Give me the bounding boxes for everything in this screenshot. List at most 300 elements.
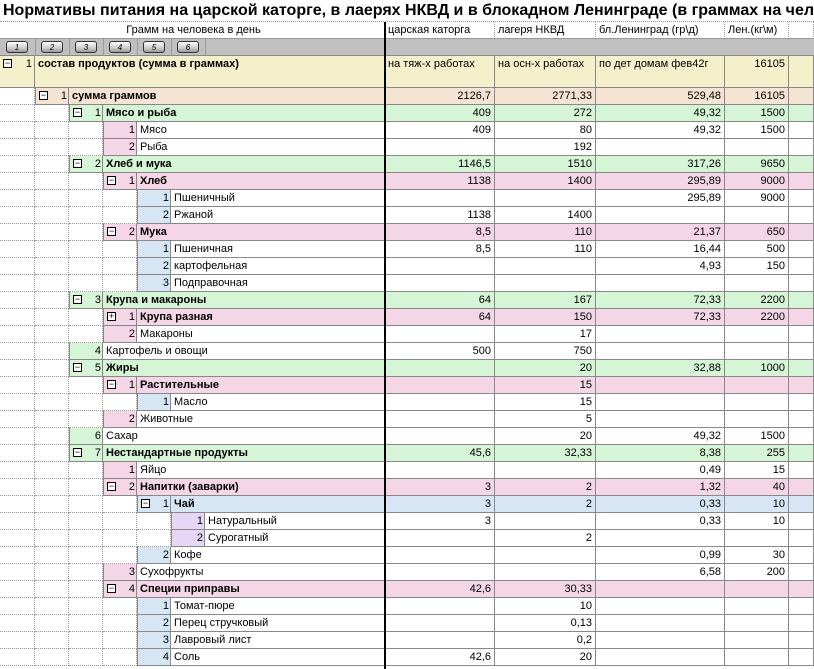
value-cell[interactable]: 9650 xyxy=(725,156,789,173)
value-cell[interactable]: 2200 xyxy=(725,292,789,309)
row-label: Рыба xyxy=(137,139,385,156)
row-index-cell xyxy=(137,615,171,632)
empty-grid-cell xyxy=(69,598,103,615)
empty-grid-cell xyxy=(69,513,103,530)
value-cell[interactable]: 15 xyxy=(495,394,596,411)
table-row xyxy=(0,326,814,343)
value-cell[interactable] xyxy=(789,530,814,547)
collapse-icon[interactable]: − xyxy=(108,175,115,185)
row-index: 1 xyxy=(162,243,169,255)
value-cell[interactable]: 16,44 xyxy=(596,241,725,258)
empty-grid-cell xyxy=(35,377,69,394)
value-cell[interactable]: 6,58 xyxy=(596,564,725,581)
value-cell[interactable] xyxy=(789,445,814,462)
value-cell[interactable] xyxy=(789,513,814,530)
row-index: 2 xyxy=(128,413,135,425)
table-row xyxy=(0,173,814,190)
value-cell[interactable] xyxy=(385,547,495,564)
collapse-icon[interactable]: − xyxy=(74,158,81,168)
empty-grid-cell xyxy=(35,173,69,190)
table-row xyxy=(0,224,814,241)
value-cell[interactable] xyxy=(789,462,814,479)
outline-level-button-1[interactable]: 1 xyxy=(6,41,28,53)
value-cell[interactable]: 64 xyxy=(385,292,495,309)
row-index: 1 xyxy=(162,192,169,204)
row-index: 1 xyxy=(128,464,135,476)
value-cell[interactable]: 30 xyxy=(725,547,789,564)
value-cell[interactable]: 40 xyxy=(725,479,789,496)
value-cell[interactable]: 2771,33 xyxy=(495,88,596,105)
value-cell[interactable]: 9000 xyxy=(725,173,789,190)
value-cell[interactable] xyxy=(596,411,725,428)
row-label: сумма граммов xyxy=(69,88,385,105)
value-cell[interactable] xyxy=(789,377,814,394)
value-cell[interactable]: 750 xyxy=(495,343,596,360)
empty-grid-cell xyxy=(69,241,103,258)
value-cell[interactable] xyxy=(596,598,725,615)
empty-grid-cell xyxy=(0,598,35,615)
value-cell[interactable]: 8,5 xyxy=(385,241,495,258)
row-index: 1 xyxy=(162,498,169,510)
value-cell[interactable]: 1138 xyxy=(385,207,495,224)
empty-grid-cell xyxy=(0,394,35,411)
row-label: Мясо xyxy=(137,122,385,139)
empty-grid-cell xyxy=(35,258,69,275)
empty-grid-cell xyxy=(69,411,103,428)
value-cell[interactable] xyxy=(789,224,814,241)
empty-grid-cell xyxy=(103,547,137,564)
collapse-icon[interactable]: − xyxy=(108,226,115,236)
value-cell[interactable]: 0,13 xyxy=(495,615,596,632)
value-cell[interactable] xyxy=(789,105,814,122)
row-index-cell xyxy=(103,309,137,326)
value-cell[interactable] xyxy=(725,649,789,666)
value-cell[interactable] xyxy=(725,207,789,224)
value-cell[interactable]: 1400 xyxy=(495,207,596,224)
value-cell[interactable]: 20 xyxy=(495,649,596,666)
collapse-icon[interactable]: − xyxy=(40,90,47,100)
empty-grid-cell xyxy=(0,88,35,105)
row-index-cell xyxy=(69,445,103,462)
value-cell[interactable] xyxy=(789,190,814,207)
row-label: Чай xyxy=(171,496,385,513)
value-cell[interactable] xyxy=(596,139,725,156)
collapse-icon[interactable]: − xyxy=(108,481,115,491)
row-index-cell xyxy=(103,564,137,581)
value-cell[interactable] xyxy=(596,615,725,632)
value-cell[interactable] xyxy=(596,394,725,411)
outline-separator xyxy=(205,39,206,56)
value-cell[interactable] xyxy=(385,275,495,292)
value-cell[interactable] xyxy=(596,326,725,343)
empty-grid-cell xyxy=(103,258,137,275)
row-label: Мясо и рыба xyxy=(103,105,385,122)
table-row xyxy=(0,190,814,207)
collapse-icon[interactable]: − xyxy=(142,498,149,508)
value-cell[interactable] xyxy=(789,258,814,275)
row-label: Крупа и макароны xyxy=(103,292,385,309)
value-cell[interactable]: 2 xyxy=(495,530,596,547)
value-cell[interactable]: 295,89 xyxy=(596,173,725,190)
outline-level-button-2[interactable]: 2 xyxy=(41,41,63,53)
empty-grid-cell xyxy=(103,275,137,292)
empty-grid-cell xyxy=(69,496,103,513)
outline-level-bar xyxy=(0,39,814,56)
value-cell[interactable] xyxy=(495,564,596,581)
table-row xyxy=(0,105,814,122)
value-cell[interactable]: 42,6 xyxy=(385,649,495,666)
value-cell[interactable]: 1000 xyxy=(725,360,789,377)
row-index: 3 xyxy=(94,294,101,306)
value-cell[interactable]: 0,2 xyxy=(495,632,596,649)
value-cell[interactable] xyxy=(495,462,596,479)
collapse-icon[interactable]: − xyxy=(74,294,81,304)
value-cell[interactable] xyxy=(495,258,596,275)
row-index-cell xyxy=(137,241,171,258)
value-cell[interactable]: 5 xyxy=(495,411,596,428)
value-cell[interactable] xyxy=(789,615,814,632)
value-cell[interactable] xyxy=(725,377,789,394)
value-cell[interactable] xyxy=(385,428,495,445)
value-cell[interactable]: 15 xyxy=(495,377,596,394)
value-cell[interactable] xyxy=(725,632,789,649)
value-cell[interactable] xyxy=(789,241,814,258)
value-cell[interactable]: 1138 xyxy=(385,173,495,190)
value-cell[interactable] xyxy=(596,530,725,547)
value-cell[interactable]: 500 xyxy=(725,241,789,258)
value-cell[interactable] xyxy=(789,292,814,309)
row-label: Томат-пюре xyxy=(171,598,385,615)
value-cell[interactable]: 20 xyxy=(495,360,596,377)
value-cell[interactable] xyxy=(385,530,495,547)
value-cell[interactable]: 272 xyxy=(495,105,596,122)
table-row xyxy=(0,394,814,411)
row-index: 2 xyxy=(128,226,135,238)
empty-grid-cell xyxy=(35,581,69,598)
value-cell[interactable]: 295,89 xyxy=(596,190,725,207)
value-cell[interactable] xyxy=(495,513,596,530)
value-cell[interactable] xyxy=(789,411,814,428)
value-cell[interactable] xyxy=(725,581,789,598)
value-cell[interactable] xyxy=(725,530,789,547)
value-cell[interactable]: 0,33 xyxy=(596,496,725,513)
value-cell[interactable] xyxy=(789,122,814,139)
value-cell[interactable] xyxy=(789,547,814,564)
value-cell[interactable] xyxy=(385,615,495,632)
value-cell[interactable]: 72,33 xyxy=(596,292,725,309)
value-cell[interactable] xyxy=(725,139,789,156)
collapse-icon[interactable]: − xyxy=(74,107,81,117)
value-cell[interactable]: 21,37 xyxy=(596,224,725,241)
row-index-cell xyxy=(69,156,103,173)
value-cell[interactable]: 49,32 xyxy=(596,428,725,445)
value-cell[interactable]: 42,6 xyxy=(385,581,495,598)
value-cell[interactable]: 10 xyxy=(725,496,789,513)
table-row xyxy=(0,292,814,309)
value-cell[interactable]: 20 xyxy=(495,428,596,445)
value-cell[interactable]: 10 xyxy=(495,598,596,615)
value-cell[interactable] xyxy=(789,309,814,326)
row-index-cell xyxy=(103,479,137,496)
value-cell[interactable]: 110 xyxy=(495,241,596,258)
row-index-cell xyxy=(103,462,137,479)
value-cell[interactable] xyxy=(789,581,814,598)
value-cell[interactable] xyxy=(596,275,725,292)
value-cell[interactable] xyxy=(789,343,814,360)
value-cell[interactable] xyxy=(596,649,725,666)
empty-grid-cell xyxy=(0,258,35,275)
empty-grid-cell xyxy=(35,394,69,411)
empty-grid-cell xyxy=(35,190,69,207)
row-index-cell xyxy=(69,360,103,377)
empty-grid-cell xyxy=(103,513,137,530)
empty-grid-cell xyxy=(69,547,103,564)
table-row xyxy=(0,343,814,360)
value-cell[interactable]: 9000 xyxy=(725,190,789,207)
value-cell[interactable]: 3 xyxy=(385,513,495,530)
row-index: 1 xyxy=(128,379,135,391)
collapse-icon[interactable]: − xyxy=(108,583,115,593)
value-cell[interactable]: 1146,5 xyxy=(385,156,495,173)
outline-level-button-4[interactable]: 4 xyxy=(109,41,131,53)
value-cell[interactable]: 72,33 xyxy=(596,309,725,326)
value-cell[interactable]: 49,32 xyxy=(596,105,725,122)
value-cell[interactable]: 255 xyxy=(725,445,789,462)
value-cell[interactable] xyxy=(385,564,495,581)
value-cell[interactable]: 150 xyxy=(725,258,789,275)
table-row xyxy=(0,258,814,275)
value-cell[interactable]: 110 xyxy=(495,224,596,241)
empty-grid-cell xyxy=(0,309,35,326)
value-cell[interactable]: 64 xyxy=(385,309,495,326)
value-cell[interactable]: 1400 xyxy=(495,173,596,190)
value-cell[interactable] xyxy=(725,411,789,428)
row-index-cell xyxy=(137,190,171,207)
row-label: Пшеничная xyxy=(171,241,385,258)
empty-grid-cell xyxy=(0,649,35,666)
label-column-header: Грамм на человека в день xyxy=(0,22,385,39)
value-cell[interactable]: 409 xyxy=(385,105,495,122)
value-cell[interactable] xyxy=(789,360,814,377)
row-index-cell xyxy=(103,122,137,139)
column-header-leningrad-kgm: Лен.(кг\м) xyxy=(725,22,789,39)
value-cell[interactable]: 80 xyxy=(495,122,596,139)
value-cell[interactable]: 500 xyxy=(385,343,495,360)
value-cell[interactable]: 16105 xyxy=(725,88,789,105)
value-cell[interactable] xyxy=(789,598,814,615)
value-cell[interactable]: 167 xyxy=(495,292,596,309)
row-index-cell xyxy=(69,292,103,309)
value-cell[interactable] xyxy=(385,377,495,394)
value-cell[interactable]: 2 xyxy=(495,496,596,513)
value-cell[interactable] xyxy=(596,581,725,598)
value-cell[interactable] xyxy=(495,275,596,292)
value-cell[interactable] xyxy=(789,326,814,343)
empty-grid-cell xyxy=(0,326,35,343)
expand-icon[interactable]: + xyxy=(108,311,115,321)
collapse-icon[interactable]: − xyxy=(74,447,81,457)
value-cell[interactable] xyxy=(385,632,495,649)
value-cell[interactable] xyxy=(596,207,725,224)
value-cell[interactable]: 529,48 xyxy=(596,88,725,105)
row-index: 4 xyxy=(94,345,101,357)
value-cell[interactable]: 317,26 xyxy=(596,156,725,173)
row-index: 2 xyxy=(162,260,169,272)
value-cell[interactable] xyxy=(385,326,495,343)
value-cell[interactable] xyxy=(789,496,814,513)
table-row xyxy=(0,598,814,615)
empty-grid-cell xyxy=(35,241,69,258)
value-cell[interactable]: 4,93 xyxy=(596,258,725,275)
value-cell[interactable] xyxy=(385,190,495,207)
value-cell[interactable] xyxy=(789,632,814,649)
value-cell[interactable]: 1,32 xyxy=(596,479,725,496)
value-cell[interactable] xyxy=(495,190,596,207)
value-cell[interactable] xyxy=(385,139,495,156)
value-cell[interactable] xyxy=(789,207,814,224)
value-cell[interactable]: 2200 xyxy=(725,309,789,326)
value-cell[interactable] xyxy=(789,394,814,411)
value-cell[interactable]: 8,38 xyxy=(596,445,725,462)
empty-grid-cell xyxy=(69,275,103,292)
empty-grid-cell xyxy=(0,513,35,530)
empty-grid-cell xyxy=(0,496,35,513)
value-cell[interactable]: 17 xyxy=(495,326,596,343)
value-cell[interactable] xyxy=(385,258,495,275)
value-cell[interactable]: 15 xyxy=(725,462,789,479)
value-cell[interactable]: 0,49 xyxy=(596,462,725,479)
value-cell[interactable]: 2 xyxy=(495,479,596,496)
row-index-cell xyxy=(137,598,171,615)
value-cell[interactable]: 49,32 xyxy=(596,122,725,139)
table-row xyxy=(0,241,814,258)
value-cell[interactable] xyxy=(385,394,495,411)
root-index-cell xyxy=(0,56,35,88)
row-label: Хлеб и мука xyxy=(103,156,385,173)
value-cell[interactable] xyxy=(385,360,495,377)
collapse-icon[interactable]: − xyxy=(4,58,11,68)
row-label: Мука xyxy=(137,224,385,241)
value-cell[interactable]: 192 xyxy=(495,139,596,156)
row-label: Кофе xyxy=(171,547,385,564)
table-row xyxy=(0,615,814,632)
row-index: 1 xyxy=(60,90,67,102)
collapse-icon[interactable]: − xyxy=(108,379,115,389)
table-row xyxy=(0,530,814,547)
row-index-cell xyxy=(103,224,137,241)
value-cell[interactable] xyxy=(789,649,814,666)
value-cell[interactable] xyxy=(789,173,814,190)
value-cell[interactable] xyxy=(725,275,789,292)
empty-grid-cell xyxy=(0,479,35,496)
collapse-icon[interactable]: − xyxy=(74,362,81,372)
empty-grid-cell xyxy=(69,394,103,411)
value-cell[interactable]: 1500 xyxy=(725,105,789,122)
value-cell[interactable]: 8,5 xyxy=(385,224,495,241)
row-index: 2 xyxy=(128,328,135,340)
value-cell[interactable] xyxy=(385,411,495,428)
value-cell[interactable]: 45,6 xyxy=(385,445,495,462)
row-index: 1 xyxy=(196,515,203,527)
row-index-cell xyxy=(137,207,171,224)
value-cell[interactable] xyxy=(725,326,789,343)
value-cell[interactable]: 1510 xyxy=(495,156,596,173)
value-cell[interactable]: 409 xyxy=(385,122,495,139)
value-cell[interactable]: 3 xyxy=(385,479,495,496)
value-cell[interactable] xyxy=(596,632,725,649)
empty-grid-cell xyxy=(35,598,69,615)
value-cell[interactable] xyxy=(596,343,725,360)
value-cell[interactable]: 3 xyxy=(385,496,495,513)
column-header-leningrad-gd: бл.Ленинград (гр\д) xyxy=(596,22,725,39)
value-cell[interactable]: 32,88 xyxy=(596,360,725,377)
empty-grid-cell xyxy=(137,513,171,530)
outline-level-button-5[interactable]: 5 xyxy=(143,41,165,53)
outline-level-button-6[interactable]: 6 xyxy=(177,41,199,53)
value-cell[interactable] xyxy=(789,88,814,105)
value-cell[interactable]: 150 xyxy=(495,309,596,326)
empty-grid-cell xyxy=(35,292,69,309)
value-cell[interactable] xyxy=(789,275,814,292)
value-cell[interactable]: 32,33 xyxy=(495,445,596,462)
empty-grid-cell xyxy=(69,190,103,207)
value-cell[interactable] xyxy=(789,428,814,445)
value-cell[interactable]: 2126,7 xyxy=(385,88,495,105)
value-cell[interactable] xyxy=(385,598,495,615)
empty-grid-cell xyxy=(35,122,69,139)
value-cell[interactable] xyxy=(789,156,814,173)
empty-grid-cell xyxy=(69,207,103,224)
empty-grid-cell xyxy=(0,275,35,292)
value-cell[interactable] xyxy=(789,564,814,581)
value-cell[interactable] xyxy=(385,462,495,479)
value-cell[interactable]: 200 xyxy=(725,564,789,581)
row-index-cell xyxy=(171,530,205,547)
value-cell[interactable] xyxy=(725,394,789,411)
row-label: Растительные xyxy=(137,377,385,394)
table-row xyxy=(0,564,814,581)
value-cell[interactable] xyxy=(596,377,725,394)
value-cell[interactable]: 10 xyxy=(725,513,789,530)
column-header-tsarist: царская каторга xyxy=(385,22,495,39)
value-cell[interactable]: 0,33 xyxy=(596,513,725,530)
table-row xyxy=(0,122,814,139)
value-cell[interactable]: 650 xyxy=(725,224,789,241)
value-cell[interactable] xyxy=(495,547,596,564)
empty-grid-cell xyxy=(0,615,35,632)
value-cell[interactable] xyxy=(789,479,814,496)
value-cell[interactable] xyxy=(725,343,789,360)
value-cell[interactable]: 30,33 xyxy=(495,581,596,598)
empty-grid-cell xyxy=(69,224,103,241)
row-index: 1 xyxy=(128,311,135,323)
outline-level-button-3[interactable]: 3 xyxy=(75,41,97,53)
empty-grid-cell xyxy=(35,479,69,496)
row-index: 3 xyxy=(128,566,135,578)
value-cell[interactable] xyxy=(725,598,789,615)
row-label: Специи приправы xyxy=(137,581,385,598)
empty-grid-cell xyxy=(0,377,35,394)
value-cell[interactable] xyxy=(725,615,789,632)
value-cell[interactable]: 0,99 xyxy=(596,547,725,564)
value-cell[interactable] xyxy=(789,139,814,156)
table-row xyxy=(0,445,814,462)
empty-grid-cell xyxy=(69,139,103,156)
empty-grid-cell xyxy=(69,649,103,666)
value-cell[interactable]: 1500 xyxy=(725,428,789,445)
value-cell[interactable]: 1500 xyxy=(725,122,789,139)
row-label: Лавровый лист xyxy=(171,632,385,649)
